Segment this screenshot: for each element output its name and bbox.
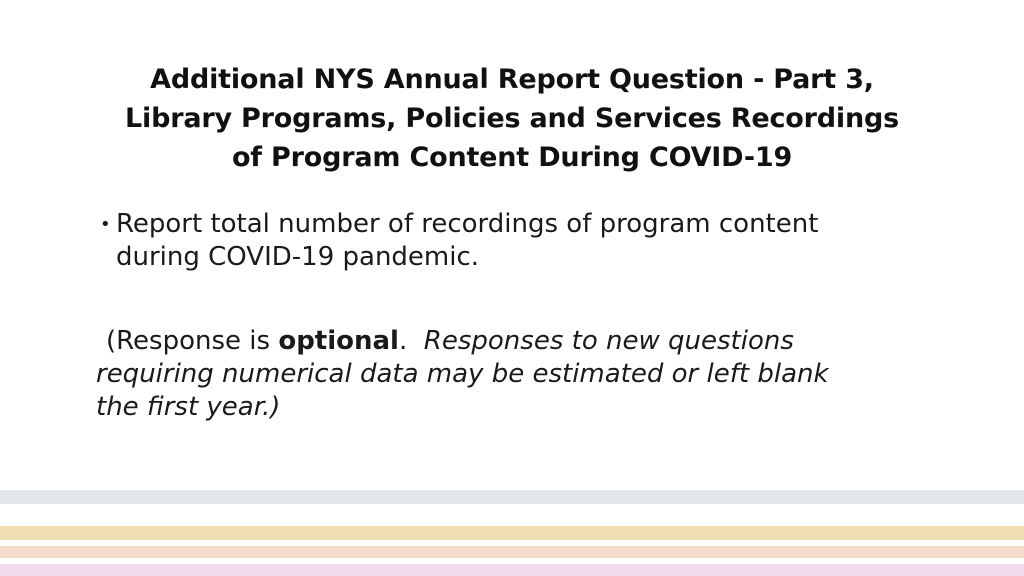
stripe-gray: [0, 490, 1024, 504]
bullet-text-line-2: during COVID-19 pandemic.: [116, 242, 480, 272]
slide-title: [60, 60, 964, 177]
slide-title-line-1: Additional NYS Annual Report Question - Part 3,: [150, 64, 874, 95]
slide-title-line-2: Library Programs, Policies and Services Recordings: [125, 103, 899, 134]
optional-note: [96, 325, 956, 424]
note-line-1: [96, 325, 956, 358]
note-prefix: (Response is: [106, 326, 279, 356]
note-after-bold: .: [398, 326, 424, 356]
bullet-text: [116, 208, 818, 274]
note-italic-3: the first year.): [96, 392, 281, 422]
stripe-pink: [0, 564, 1024, 576]
note-line-3: [96, 391, 956, 424]
note-optional-word: optional: [278, 326, 399, 356]
bullet-text-line-1: Report total number of recordings of program content: [116, 209, 819, 239]
note-italic-1: Responses to new questions: [423, 326, 794, 356]
stripe-peach: [0, 546, 1024, 558]
stripe-gold: [0, 526, 1024, 540]
note-line-2: [96, 358, 956, 391]
note-italic-2: requiring numerical data may be estimated or left blank: [96, 359, 829, 389]
slide-title-line-3: of Program Content During COVID-19: [231, 142, 793, 173]
bullet-item: [100, 208, 940, 274]
bullet-icon: •: [100, 214, 111, 235]
